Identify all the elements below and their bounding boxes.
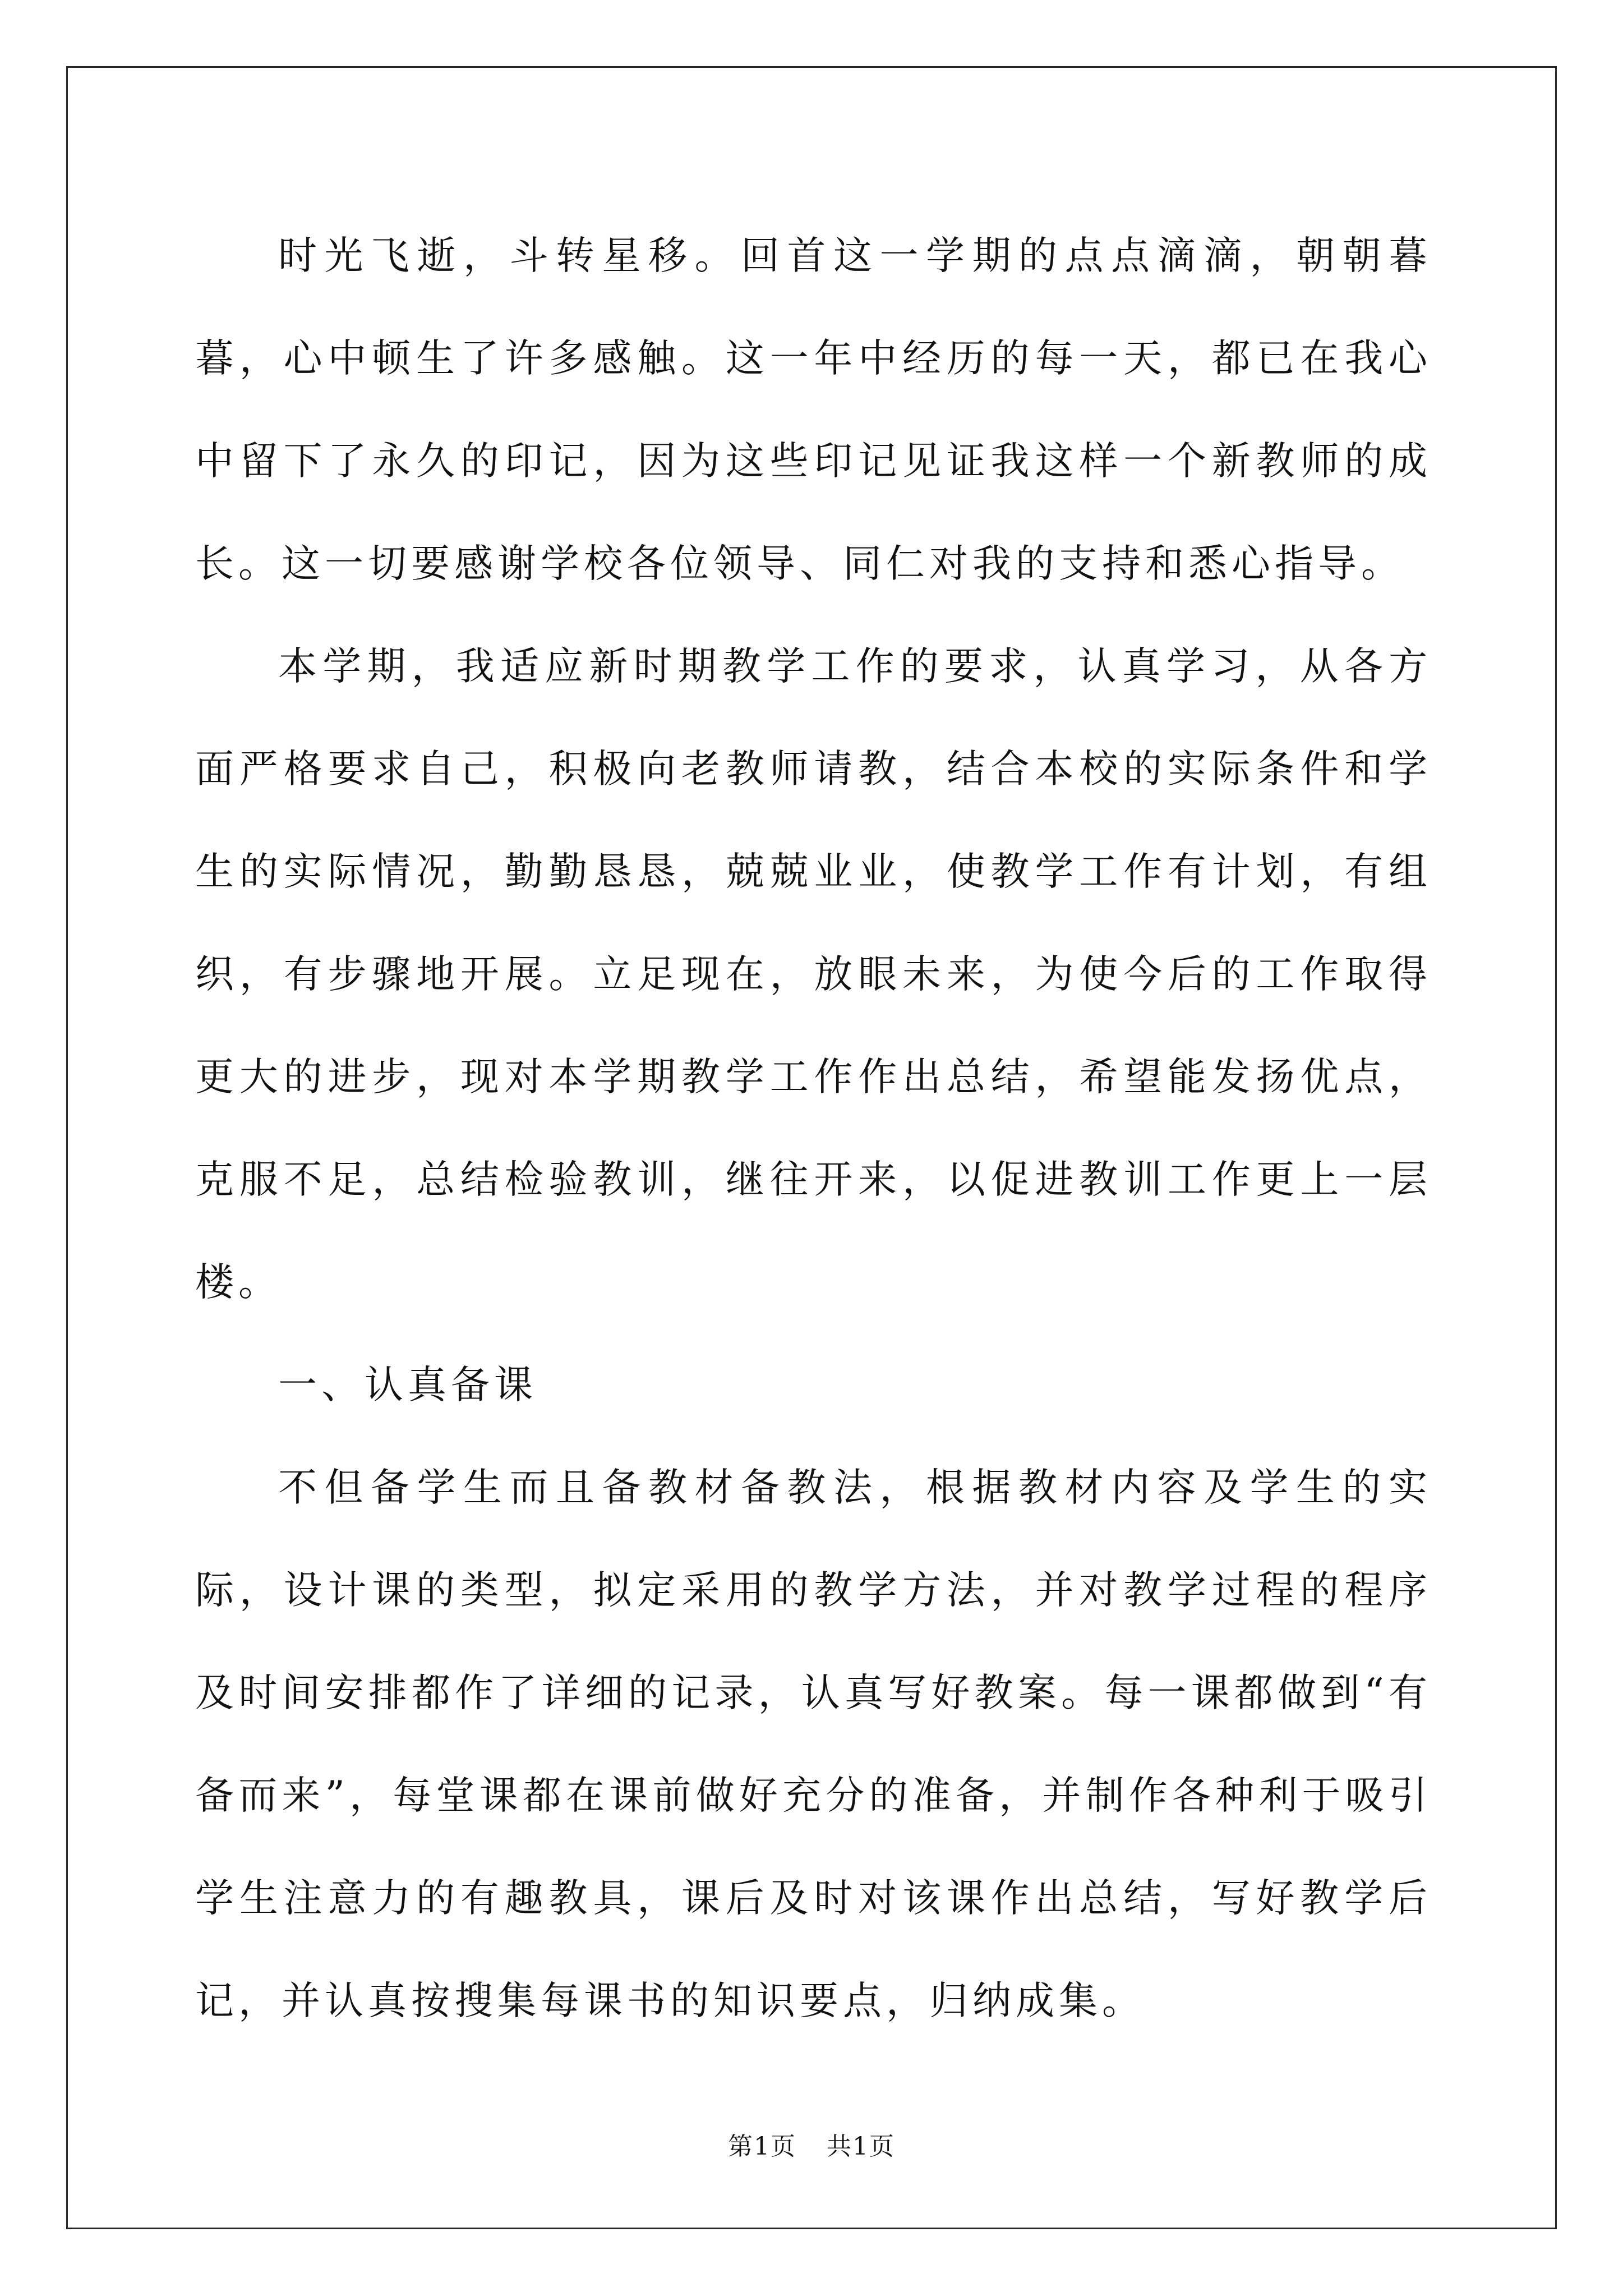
paragraph-lesson-prep: 不但备学生而且备教材备教法，根据教材内容及学生的实际，设计课的类型，拟定采用的教学方法，并对教学过程的程序及时间安排都作了详细的记录，认真写好教案。每一课都做到“有备而来”，每堂课都在课前做好充分的准备，并制作各种利于吸引学生注意力的有趣教具，课后及时对该课作出总结，写好教学后记，并认真按搜集每课书的知识要点，归纳成集。 <box>195 1465 1432 2023</box>
document-body <box>195 205 1432 2053</box>
page-footer <box>0 2126 1623 2162</box>
page-number: 第1页 <box>728 2132 796 2161</box>
paragraph-semester-summary: 本学期，我适应新时期教学工作的要求，认真学习，从各方面严格要求自己，积极向老教师请教，结合本校的实际条件和学生的实际情况，勤勤恳恳，兢兢业业，使教学工作有计划，有组织，有步骤地开展。立足现在，放眼未来，为使今后的工作取得更大的进步，现对本学期教学工作作出总结，希望能发扬优点，克服不足，总结检验教训，继往开来，以促进教训工作更上一层楼。 <box>195 644 1432 1305</box>
paragraph-intro: 时光飞逝，斗转星移。回首这一学期的点点滴滴，朝朝暮暮，心中顿生了许多感触。这一年中经历的每一天，都已在我心中留下了永久的印记，因为这些印记见证我这样一个新教师的成长。这一切要感谢学校各位领导、同仁对我的支持和悉心指导。 <box>195 233 1432 586</box>
section-heading-lesson-prep: 一、认真备课 <box>278 1363 537 1407</box>
page-total: 共1页 <box>827 2132 895 2161</box>
